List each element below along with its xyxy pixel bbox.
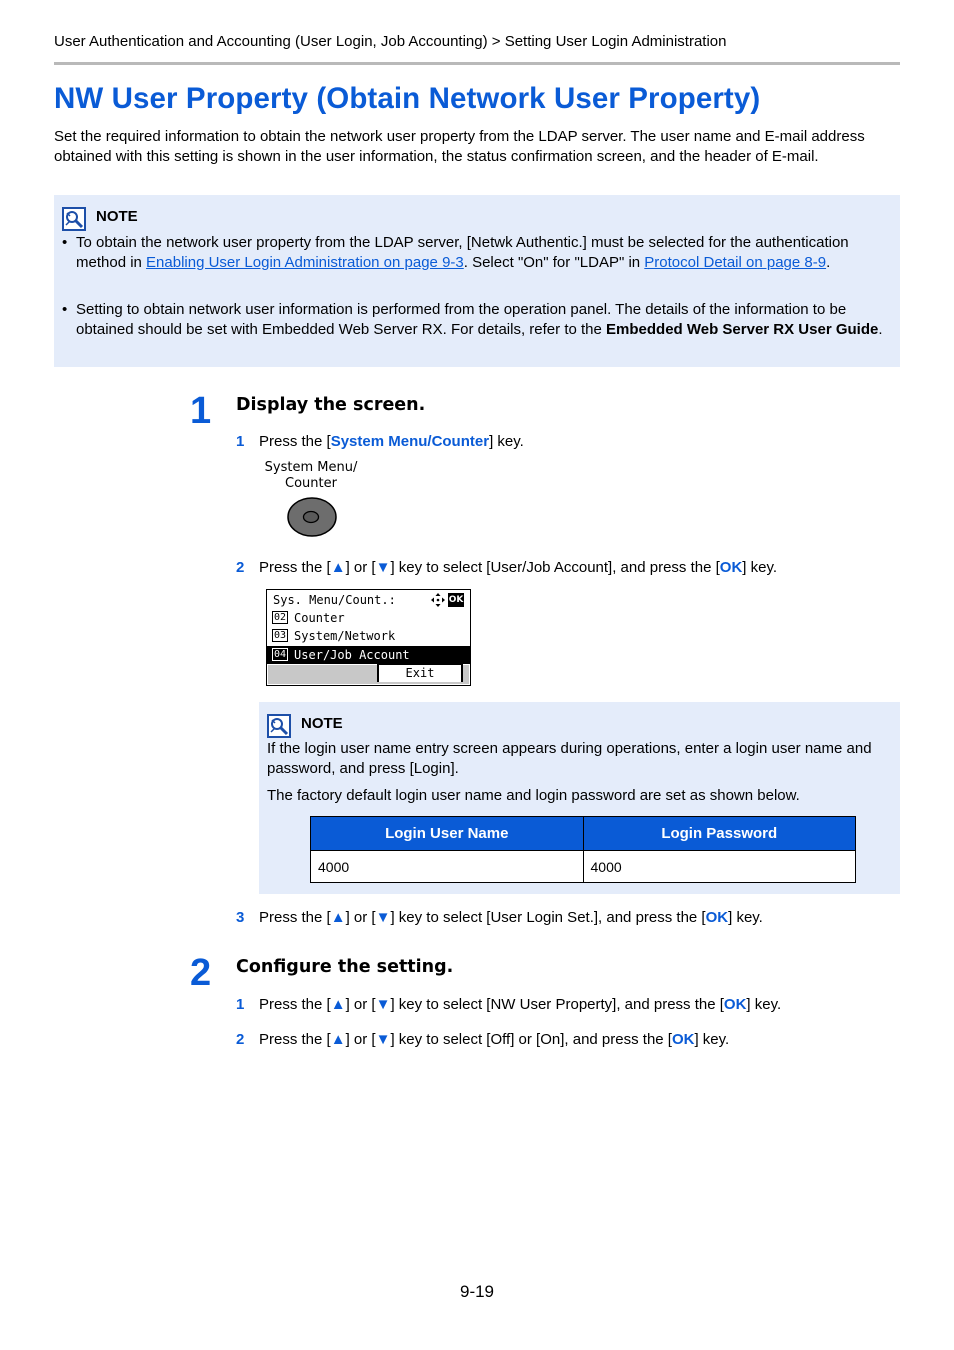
note-text (267, 739, 892, 806)
note-paragraph: If the login user name entry screen appears during operations, enter a login user name and password, and press [Login]. (267, 740, 872, 777)
text: Press the [ (259, 909, 331, 926)
ok-key-name: OK (723, 996, 747, 1013)
lcd-menu-item[interactable] (267, 627, 470, 645)
note-box (259, 702, 900, 894)
text: ] key. (742, 559, 778, 576)
text: ] or [ (345, 909, 376, 926)
text: ] key to select [User/Job Account], and press the [ (390, 559, 720, 576)
text: ] key. (746, 996, 782, 1013)
up-arrow-icon: ▲ (330, 1031, 346, 1048)
key-label-line: Counter (285, 476, 337, 491)
table-row (311, 851, 856, 883)
key-label (256, 460, 366, 492)
text: Press the [ (259, 996, 331, 1013)
credentials-table (310, 816, 856, 883)
ok-badge: OK (448, 595, 464, 605)
substep-number: 2 (236, 559, 245, 576)
down-arrow-icon: ▼ (375, 996, 391, 1013)
lcd-item-number: 02 (274, 612, 287, 623)
note-bullet-text (76, 300, 896, 339)
table-cell: 4000 (311, 851, 584, 883)
lcd-menu-item-selected[interactable] (267, 646, 470, 664)
substep-text (259, 1031, 729, 1048)
down-arrow-icon: ▼ (375, 1031, 391, 1048)
up-arrow-icon: ▲ (330, 909, 346, 926)
link-protocol-detail[interactable]: Protocol Detail on page 8-9 (644, 253, 827, 271)
step-heading: Configure the setting. (236, 957, 454, 977)
text: . (878, 320, 883, 338)
lcd-item-label: User/Job Account (294, 648, 410, 662)
note-bullet (54, 300, 900, 360)
substep-number: 3 (236, 909, 245, 926)
substep-text (259, 433, 524, 450)
lcd-item-number: 04 (274, 649, 287, 660)
lcd-item-label: System/Network (294, 629, 396, 643)
substep-text (259, 559, 777, 576)
cross-arrows-icon (431, 593, 445, 607)
link-enabling-user-login[interactable]: Enabling User Login Administration on page 9-3 (146, 253, 464, 271)
substep-text (259, 909, 763, 926)
down-arrow-icon: ▼ (375, 559, 391, 576)
lcd-exit-softkey[interactable]: Exit (377, 664, 463, 682)
text: ] key. (728, 909, 763, 926)
step-number: 1 (190, 390, 212, 432)
lcd-item-label: Counter (294, 611, 345, 625)
text: Setting to obtain network user information is performed from the operation panel. The details of the information to be obtained should be set with Embedded Web Server RX. For details, refer to the (76, 301, 847, 338)
bullet-dot: • (62, 301, 68, 318)
text: ] key. (489, 433, 524, 450)
text: Press the [ (259, 559, 331, 576)
page-number: 9-19 (459, 1282, 495, 1301)
substep-number: 2 (236, 1031, 245, 1048)
text: To obtain the network user property from the LDAP server, [Netwk Authentic.] must be selected for the authentication method in (76, 234, 849, 271)
intro-paragraph: Set the required information to obtain the network user property from the LDAP server. The user name and E-mail address obtained with this setting is shown in the user information, the status confirmation screen, and the header of E-mail. (54, 128, 865, 165)
text: . Select "On" for "LDAP" in (463, 253, 645, 271)
text: ] key. (694, 1031, 730, 1048)
text: ] key to select [User Login Set.], and press the [ (390, 909, 706, 926)
note-bullet-text (76, 233, 896, 272)
key-name: System Menu/Counter (330, 433, 490, 450)
note-label: NOTE (96, 208, 138, 225)
substep-number: 1 (236, 996, 245, 1013)
key-label-line: System Menu/ (264, 460, 358, 475)
note-label: NOTE (301, 715, 343, 732)
note-paragraph: The factory default login user name and login password are set as shown below. (267, 787, 800, 804)
bullet-dot: • (62, 234, 68, 251)
ok-key-name: OK (705, 909, 729, 926)
lcd-menu-item[interactable] (267, 609, 470, 627)
step-number: 2 (190, 952, 212, 994)
text: Press the [ (259, 433, 331, 450)
table-header-row (311, 817, 856, 851)
system-menu-key-icon[interactable] (285, 496, 339, 538)
text: ] key to select [Off] or [On], and press the [ (390, 1031, 672, 1048)
text: ] or [ (345, 559, 376, 576)
breadcrumb: User Authentication and Accounting (User Login, Job Accounting) > Setting User Login Administration (54, 33, 727, 50)
ok-key-name: OK (671, 1031, 695, 1048)
step-heading: Display the screen. (236, 395, 426, 415)
up-arrow-icon: ▲ (330, 996, 346, 1013)
table-cell: 4000 (583, 851, 856, 883)
header-rule (54, 62, 900, 65)
text: Press the [ (259, 1031, 331, 1048)
up-arrow-icon: ▲ (330, 559, 346, 576)
lcd-screen (266, 589, 471, 686)
text: ] key to select [NW User Property], and press the [ (390, 996, 724, 1013)
lcd-item-number: 03 (274, 630, 287, 641)
ok-key-name: OK (719, 559, 743, 576)
note-bullet (54, 233, 900, 293)
text: ] or [ (345, 1031, 376, 1048)
table-header: Login Password (583, 817, 856, 851)
note-box (54, 195, 900, 367)
page-title: NW User Property (Obtain Network User Property) (54, 82, 761, 115)
substep-number: 1 (236, 433, 245, 450)
note-icon (62, 207, 86, 231)
table-header: Login User Name (311, 817, 584, 851)
text: . (826, 253, 831, 271)
text: ] or [ (345, 996, 376, 1013)
substep-text (259, 996, 781, 1013)
down-arrow-icon: ▼ (375, 909, 391, 926)
guide-name: Embedded Web Server RX User Guide (606, 320, 879, 338)
note-icon (267, 714, 291, 738)
lcd-header-text: Sys. Menu/Count.: (273, 593, 396, 607)
